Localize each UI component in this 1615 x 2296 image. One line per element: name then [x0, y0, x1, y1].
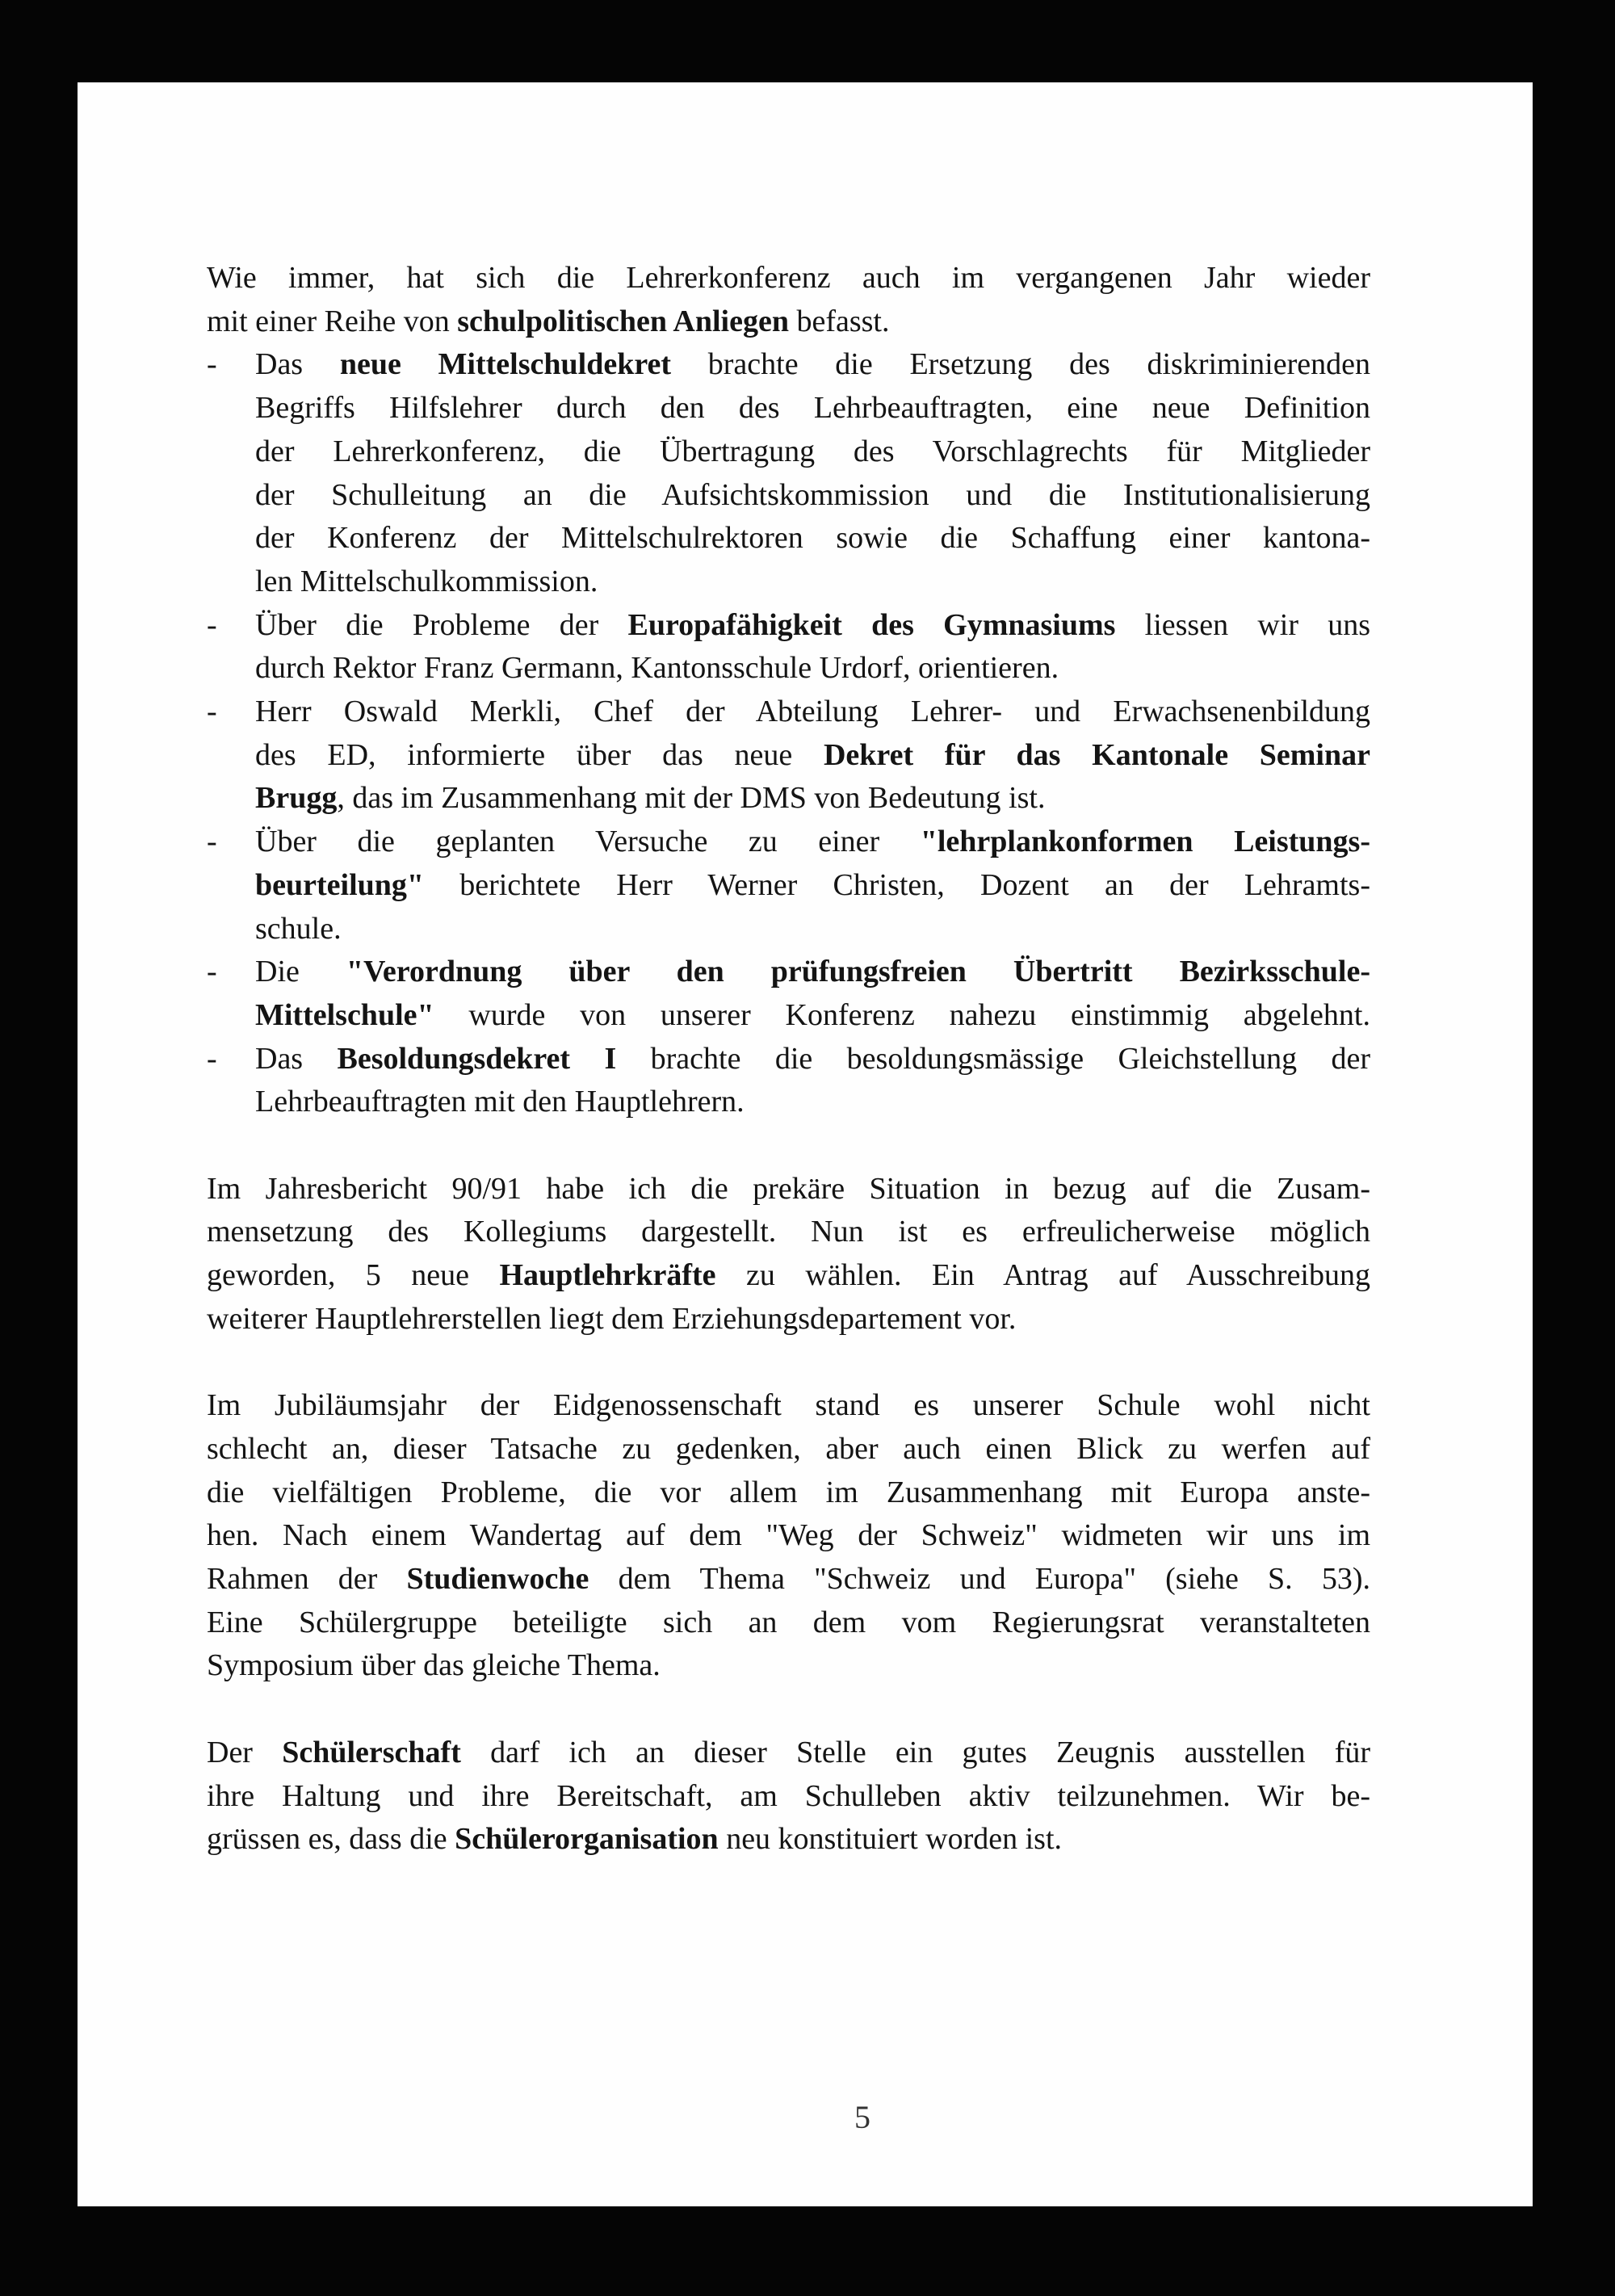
text-run: Im Jahresbericht 90/91 habe ich die prekäre Situation in bezug auf die Zusam- — [207, 1171, 1370, 1206]
bullet-text-line — [255, 950, 1370, 993]
paragraph-line — [207, 1513, 1370, 1557]
text-run: der Schulleitung an die Aufsichtskommission und die Institutionalisierung — [255, 477, 1370, 512]
text-run: durch Rektor Franz Germann, Kantonsschule Urdorf, orientieren. — [255, 651, 1059, 686]
text-run: darf ich an dieser Stelle ein gutes Zeugnis ausstellen für — [460, 1735, 1370, 1769]
text-run: , das im Zusammenhang mit der DMS von Bedeutung ist. — [337, 781, 1046, 816]
text-run: wurde von unserer Konferenz nahezu einstimmig abgelehnt. — [434, 997, 1370, 1032]
text-run: die vielfältigen Probleme, die vor allem im Zusammenhang mit Europa anste- — [207, 1475, 1370, 1509]
bullet-text-line — [255, 820, 1370, 863]
bullet-text-line — [255, 646, 1370, 690]
document-page — [78, 82, 1533, 2206]
text-run: Über die geplanten Versuche zu einer — [255, 825, 921, 859]
text-run: zu wählen. Ein Antrag auf Ausschreibung — [715, 1258, 1370, 1293]
text-run: schule. — [255, 911, 342, 946]
paragraph-line — [207, 1557, 1370, 1601]
text-run: Rahmen der — [207, 1562, 407, 1596]
bullet-text-line — [255, 907, 1370, 951]
text-run: mit einer Reihe von — [207, 304, 458, 338]
text-run: Wie immer, hat sich die Lehrerkonferenz auch im vergangenen Jahr wieder — [207, 261, 1370, 295]
paragraph-line — [207, 1731, 1370, 1774]
text-run: Lehrbeauftragten mit den Hauptlehrern. — [255, 1085, 745, 1119]
text-run: der Lehrerkonferenz, die Übertragung des Vorschlagrechts für Mitglieder — [255, 434, 1370, 468]
text-run: mensetzung des Kollegiums dargestellt. Nun ist es erfreulicherweise möglich — [207, 1215, 1370, 1249]
bullet-dash: - — [207, 955, 217, 989]
bullet-text-line — [255, 603, 1370, 647]
text-run: schlecht an, dieser Tatsache zu gedenken, aber auch einen Blick zu werfen auf — [207, 1431, 1370, 1466]
paragraph-line — [207, 1167, 1370, 1211]
text-run: grüssen es, dass die — [207, 1822, 455, 1857]
bullet-text-line — [255, 863, 1370, 907]
paragraph-line — [207, 1210, 1370, 1253]
bullet-dash: - — [207, 347, 217, 382]
paragraph-line — [207, 256, 1370, 300]
text-run: Über die Probleme der — [255, 607, 628, 642]
text-run: brachte die Ersetzung des diskriminierenden — [671, 347, 1370, 382]
text-run: befasst. — [788, 304, 890, 338]
bullet-text-line — [255, 1080, 1370, 1123]
bullet-text-line — [255, 516, 1370, 560]
bullet-text-line — [255, 1037, 1370, 1081]
paragraph-line — [207, 1643, 1370, 1687]
paragraph-line — [207, 1383, 1370, 1427]
bullet-text-line — [255, 690, 1370, 733]
text-run: len Mittelschulkommission. — [255, 564, 598, 598]
bullet-text-line — [255, 473, 1370, 517]
bold-phrase: Schülerorganisation — [455, 1822, 719, 1857]
text-run: Symposium über das gleiche Thema. — [207, 1648, 661, 1683]
text-run: dem Thema "Schweiz und Europa" (siehe S. 53). — [589, 1562, 1371, 1596]
text-run: Die — [255, 955, 346, 989]
bullet-dash: - — [207, 825, 217, 859]
text-run: Der — [207, 1735, 283, 1769]
bold-phrase: beurteilung" — [255, 867, 424, 902]
bold-phrase: "lehrplankonformen Leistungs- — [920, 825, 1371, 859]
paragraph-line — [207, 300, 1370, 343]
text-run: des ED, informierte über das neue — [255, 737, 824, 772]
paragraph-line — [207, 1601, 1370, 1644]
paragraph-line — [207, 1297, 1370, 1341]
bold-phrase: Europafähigkeit des Gymnasiums — [627, 607, 1116, 642]
text-run: berichtete Herr Werner Christen, Dozent an der Lehramts- — [424, 867, 1370, 902]
bullet-text-line — [255, 430, 1370, 473]
bullet-text-line — [255, 560, 1370, 603]
bold-phrase: Brugg — [255, 781, 338, 816]
text-run: weiterer Hauptlehrerstellen liegt dem Erziehungsdepartement vor. — [207, 1301, 1017, 1336]
text-run: Eine Schülergruppe beteiligte sich an dem vom Regierungsrat veranstalteten — [207, 1605, 1370, 1639]
bullet-dash: - — [207, 607, 217, 642]
bold-phrase: schulpolitischen Anliegen — [457, 304, 789, 338]
bullet-text-line — [255, 776, 1370, 820]
bold-phrase: neue Mittelschuldekret — [339, 347, 672, 382]
bold-phrase: Hauptlehrkräfte — [499, 1258, 716, 1293]
page-number: 5 — [854, 2099, 870, 2135]
text-run: der Konferenz der Mittelschulrektoren sowie die Schaffung einer kantona- — [255, 521, 1370, 556]
bullet-text-line — [255, 386, 1370, 430]
bold-phrase: Schülerschaft — [282, 1735, 461, 1769]
text-run: Das — [255, 1041, 338, 1076]
text-run: liessen wir uns — [1115, 607, 1370, 642]
bullet-dash: - — [207, 695, 217, 728]
text-run: Das — [255, 347, 340, 382]
bullet-text-line — [255, 733, 1370, 777]
paragraph-line — [207, 1774, 1370, 1818]
bold-phrase: Mittelschule" — [255, 997, 434, 1032]
bold-phrase: Dekret für das Kantonale Seminar — [823, 737, 1370, 772]
text-run: hen. Nach einem Wandertag auf dem "Weg der Schweiz" widmeten wir uns im — [207, 1518, 1370, 1553]
text-run: Im Jubiläumsjahr der Eidgenossenschaft stand es unserer Schule wohl nicht — [207, 1388, 1370, 1423]
paragraph-line — [207, 1253, 1370, 1297]
text-run: brachte die besoldungsmässige Gleichstellung der — [616, 1041, 1371, 1076]
text-run: Begriffs Hilfslehrer durch den des Lehrbeauftragten, eine neue Definition — [255, 391, 1370, 426]
paragraph-line — [207, 1817, 1370, 1861]
bullet-text-line — [255, 342, 1370, 386]
text-run: neu konstituiert worden ist. — [718, 1822, 1063, 1857]
bold-phrase: "Verordnung über den prüfungsfreien Übertritt Bezirksschule- — [346, 955, 1370, 989]
bullet-text-line — [255, 993, 1370, 1037]
bold-phrase: Studienwoche — [406, 1562, 589, 1596]
text-run: ihre Haltung und ihre Bereitschaft, am Schulleben aktiv teilzunehmen. Wir be- — [207, 1778, 1370, 1813]
paragraph-line — [207, 1427, 1370, 1471]
text-run: geworden, 5 neue — [207, 1258, 500, 1293]
text-run: Herr Oswald Merkli, Chef der Abteilung Lehrer- und Erwachsenenbildung — [255, 695, 1370, 728]
paragraph-line — [207, 1471, 1370, 1514]
bold-phrase: Besoldungsdekret I — [337, 1041, 617, 1076]
bullet-dash: - — [207, 1041, 217, 1076]
